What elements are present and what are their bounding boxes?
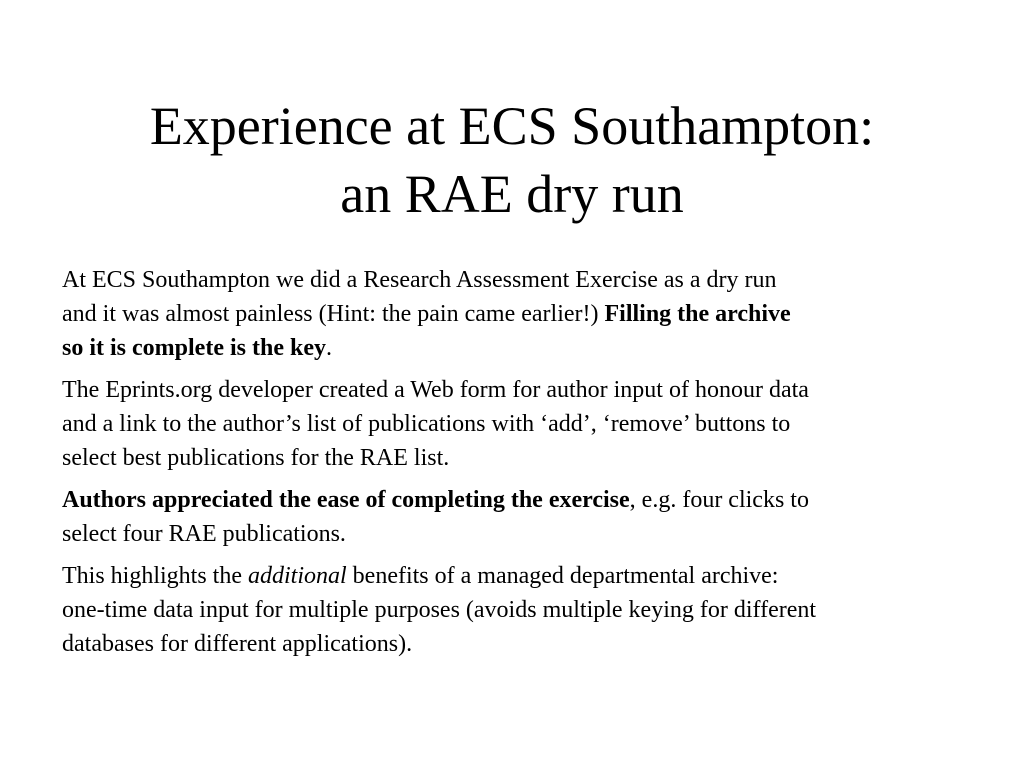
p2-line1: The Eprints.org developer created a Web form for author input of honour data: [62, 377, 809, 403]
p4-line2: one-time data input for multiple purposes (avoids multiple keying for different: [62, 597, 817, 623]
p3-line1-bold: Authors appreciated the ease of completing the exercise: [62, 487, 630, 513]
p3-line1-rest: , e.g. four clicks to: [629, 487, 809, 513]
paragraph-web-form: [62, 373, 972, 475]
title-line-1: Experience at ECS Southampton:: [149, 96, 875, 156]
p4-line1-start: This highlights the: [62, 563, 248, 589]
paragraph-rae-dry-run: [62, 263, 972, 365]
slide-title: [40, 92, 984, 228]
title-line-2: an RAE dry run: [340, 164, 684, 224]
slide-body: [62, 263, 972, 669]
paragraph-authors-appreciated: [62, 483, 972, 551]
p3-line2: select four RAE publications.: [62, 521, 346, 547]
p2-line3: select best publications for the RAE list.: [62, 445, 450, 471]
p4-line1-rest: benefits of a managed departmental archive:: [346, 563, 779, 589]
p4-line3: databases for different applications).: [62, 631, 413, 657]
p1-line2-text: and it was almost painless (Hint: the pain came earlier!): [62, 301, 605, 327]
p1-line1: At ECS Southampton we did a Research Assessment Exercise as a dry run: [62, 267, 777, 293]
p1-line2-bold: Filling the archive: [604, 301, 791, 327]
p1-line3-bold: so it is complete is the key: [62, 335, 326, 361]
p2-line2: and a link to the author’s list of publications with ‘add’, ‘remove’ buttons to: [62, 411, 791, 437]
paragraph-additional-benefits: [62, 559, 972, 661]
p1-line3-end: .: [325, 335, 332, 361]
p4-line1-italic: additional: [248, 563, 347, 589]
